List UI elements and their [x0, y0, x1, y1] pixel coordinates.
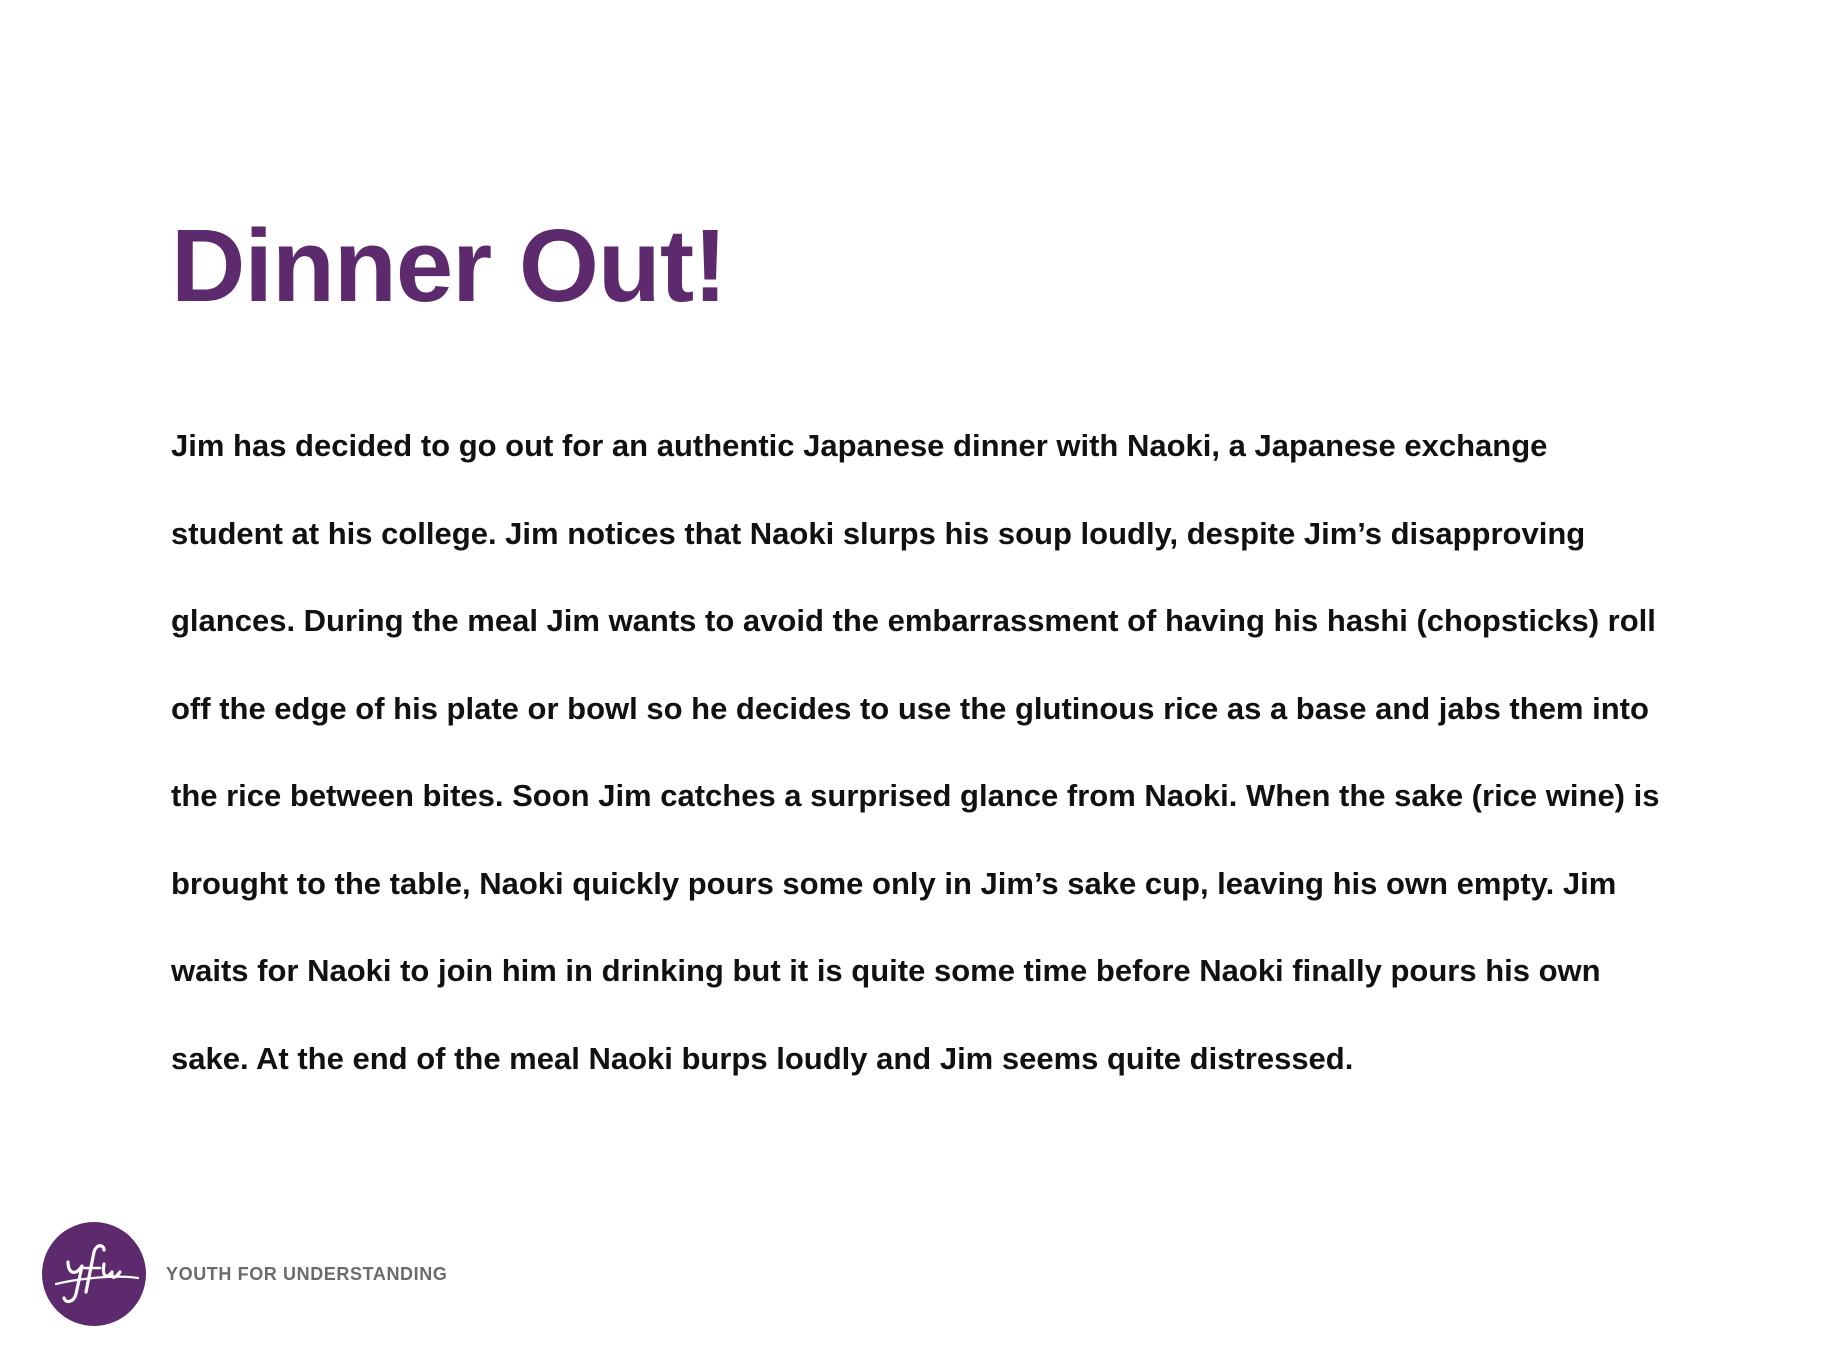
body-line: student at his college. Jim notices that Naoki slurps his soup loudly, despite Jim’s disapproving: [171, 515, 1586, 551]
body-line: glances. During the meal Jim wants to avoid the embarrassment of having his hashi (chopsticks) roll: [171, 603, 1656, 638]
slide-title: Dinner Out!: [171, 208, 727, 323]
yfu-logo-icon: [42, 1222, 146, 1326]
logo-wordmark: YOUTH FOR UNDERSTANDING: [166, 1264, 448, 1284]
body-line: the rice between bites. Soon Jim catches a surprised glance from Naoki. When the sake (rice wine) is: [171, 778, 1660, 813]
body-line: brought to the table, Naoki quickly pours some only in Jim’s sake cup, leaving his own empty. Jim: [171, 865, 1617, 901]
body-line: Jim has decided to go out for an authentic Japanese dinner with Naoki, a Japanese exchange: [171, 428, 1548, 463]
slide-body: [171, 402, 1751, 1102]
body-line: sake. At the end of the meal Naoki burps loudly and Jim seems quite distressed.: [171, 1040, 1354, 1076]
body-line: waits for Naoki to join him in drinking but it is quite some time before Naoki finally pours his own: [171, 953, 1601, 988]
body-line: off the edge of his plate or bowl so he decides to use the glutinous rice as a base and jabs them into: [171, 690, 1649, 726]
